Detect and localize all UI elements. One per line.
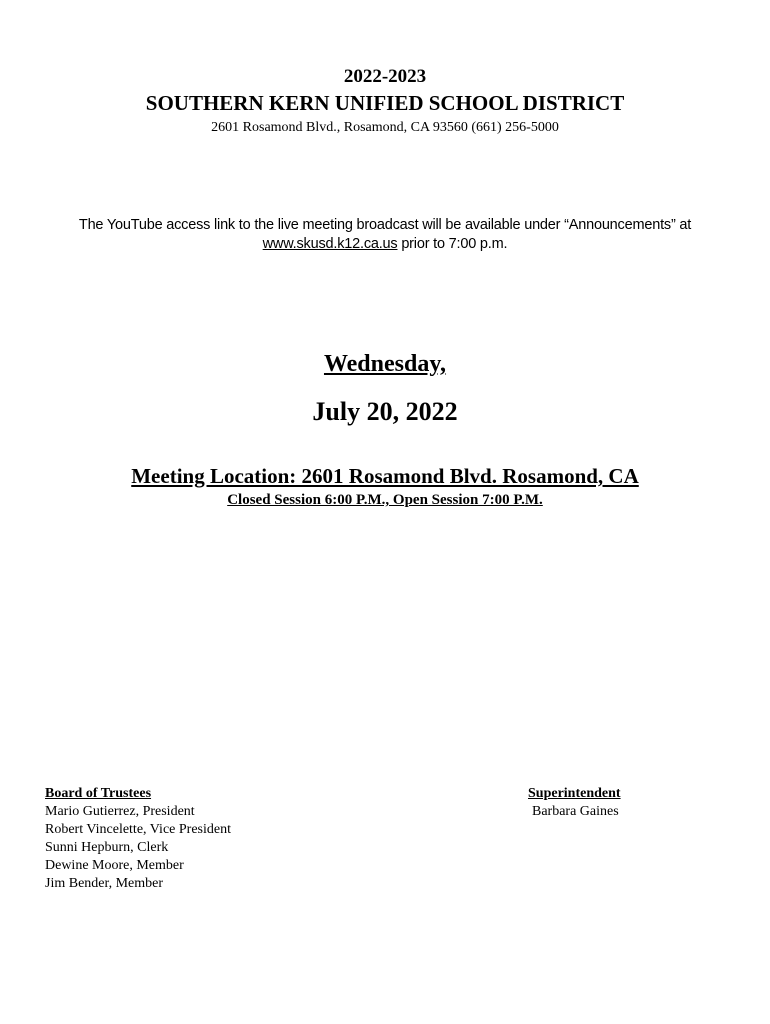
board-of-trustees (45, 785, 231, 893)
district-address: 2601 Rosamond Blvd., Rosamond, CA 93560 (661) 256-5000 (211, 120, 559, 135)
youtube-notice (0, 216, 770, 254)
meeting-location: Meeting Location: 2601 Rosamond Blvd. Rosamond, CA (131, 464, 639, 488)
youtube-notice-line1: The YouTube access link to the live meeting broadcast will be available under “Announcements” at (78, 217, 692, 233)
board-member: Mario Gutierrez, President (45, 804, 195, 819)
board-heading: Board of Trustees (45, 786, 152, 801)
board-member: Robert Vincelette, Vice President (45, 822, 231, 837)
district-name: SOUTHERN KERN UNIFIED SCHOOL DISTRICT (145, 91, 625, 115)
board-member: Sunni Hepburn, Clerk (45, 840, 169, 855)
superintendent-block (528, 785, 621, 821)
board-member: Dewine Moore, Member (45, 858, 184, 873)
meeting-weekday: Wednesday, (323, 351, 447, 377)
board-member: Jim Bender, Member (45, 876, 164, 891)
session-times: Closed Session 6:00 P.M., Open Session 7:00 P.M. (227, 492, 543, 508)
youtube-notice-suffix: prior to 7:00 p.m. (397, 236, 508, 252)
school-year: 2022-2023 (343, 66, 427, 87)
district-website-link[interactable]: www.skusd.k12.ca.us (262, 236, 398, 252)
youtube-notice-line2 (0, 235, 770, 254)
meeting-date: July 20, 2022 (312, 397, 458, 426)
superintendent-name: Barbara Gaines (532, 804, 619, 819)
superintendent-heading: Superintendent (528, 786, 621, 801)
